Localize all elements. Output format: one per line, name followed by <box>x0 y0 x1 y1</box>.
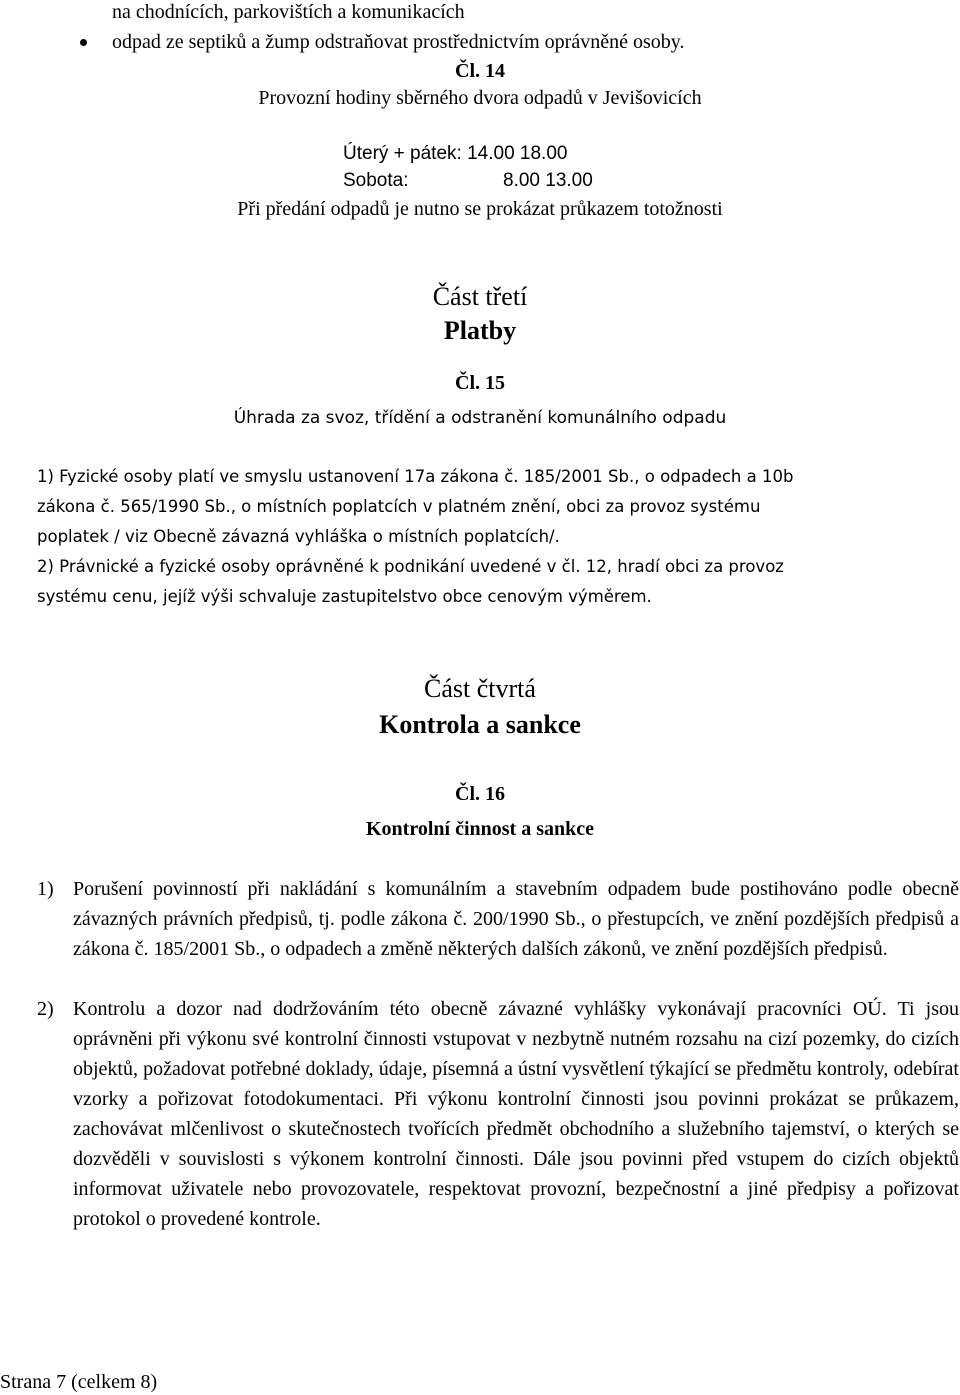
bullet-item-septic: odpad ze septiků a žump odstraňovat prostřednictvím oprávněné osoby. <box>112 31 685 53</box>
article-15-number: Čl. 15 <box>455 372 505 394</box>
article-16-title: Kontrolní činnost a sankce <box>366 818 594 840</box>
page-footer: Strana 7 (celkem 8) <box>0 1371 158 1393</box>
art15-p1-line1: 1) Fyzické osoby platí ve smyslu ustanovení 17a zákona č. 185/2001 Sb., o odpadech a 10b <box>37 467 794 486</box>
part-4-heading: Část čtvrtá <box>424 674 536 703</box>
article-14-number: Čl. 14 <box>455 60 505 82</box>
art15-p1-line3: poplatek / viz Obecně závazná vyhláška o místních poplatcích/. <box>37 527 560 546</box>
id-note: Při předání odpadů je nutno se prokázat průkazem totožnosti <box>237 198 723 220</box>
bullet-icon <box>80 39 87 46</box>
article-16-number: Čl. 16 <box>455 783 505 805</box>
article-14-title: Provozní hodiny sběrného dvora odpadů v Jevišovicích <box>258 87 702 109</box>
part-4-subheading: Kontrola a sankce <box>379 710 581 739</box>
hours-saturday-label: Sobota: <box>343 170 409 191</box>
art16-p2-number: 2) <box>37 998 54 1020</box>
hours-saturday-value: 8.00 13.00 <box>503 170 593 191</box>
list-continuation-line: na chodnících, parkovištích a komunikacích <box>112 1 465 23</box>
art15-p2-line1: 2) Právnické a fyzické osoby oprávněné k podnikání uvedené v čl. 12, hradí obci za provoz <box>37 557 784 576</box>
hours-weekday: Úterý + pátek: 14.00 18.00 <box>343 143 568 164</box>
article-15-title: Úhrada za svoz, třídění a odstranění komunálního odpadu <box>233 408 727 428</box>
part-3-heading: Část třetí <box>432 282 528 311</box>
art16-p1-text: Porušení povinností při nakládání s komunálním a stavebním odpadem bude postihováno podle obecně závazných právních předpisů, tj. podle zákona č. 200/1990 Sb., o přestupcích, ve znění pozdějších předpisů a zákona č. 185/2001 Sb., o odpadech a změně některých dalších zákonů, ve znění pozdějších předpisů. <box>73 878 959 960</box>
art16-p1-number: 1) <box>37 878 54 900</box>
part-3-subheading: Platby <box>443 316 517 345</box>
art15-p2-line2: systému cenu, jejíž výši schvaluje zastupitelstvo obce cenovým výměrem. <box>37 587 652 606</box>
art15-p1-line2: zákona č. 565/1990 Sb., o místních poplatcích v platném znění, obci za provoz systému <box>37 497 761 516</box>
art16-p2-text: Kontrolu a dozor nad dodržováním této obecně závazné vyhlášky vykonávají pracovníci OÚ. Ti jsou oprávněni při výkonu své kontrolní činnosti vstupovat v nezbytně nutném rozsahu na cizí pozemky, do cizích objektů, požadovat potřebné doklady, údaje, písemná a ústní vysvětlení týkající se předmětu kontroly, odebírat vzorky a pořizovat fotodokumentaci. Při výkonu kontrolní činnosti jsou povinni prokázat se průkazem, zachovávat mlčenlivost o skutečnostech tvořících předmět obchodního a služebního tajemství, o kterých se dozvěděli v souvislosti s výkonem kontrolní činnosti. Dále jsou povinni před vstupem do cizích objektů informovat uživatele nebo provozovatele, respektovat provozní, bezpečnostní a jiné předpisy a pořizovat protokol o provedené kontrole. <box>73 998 959 1230</box>
